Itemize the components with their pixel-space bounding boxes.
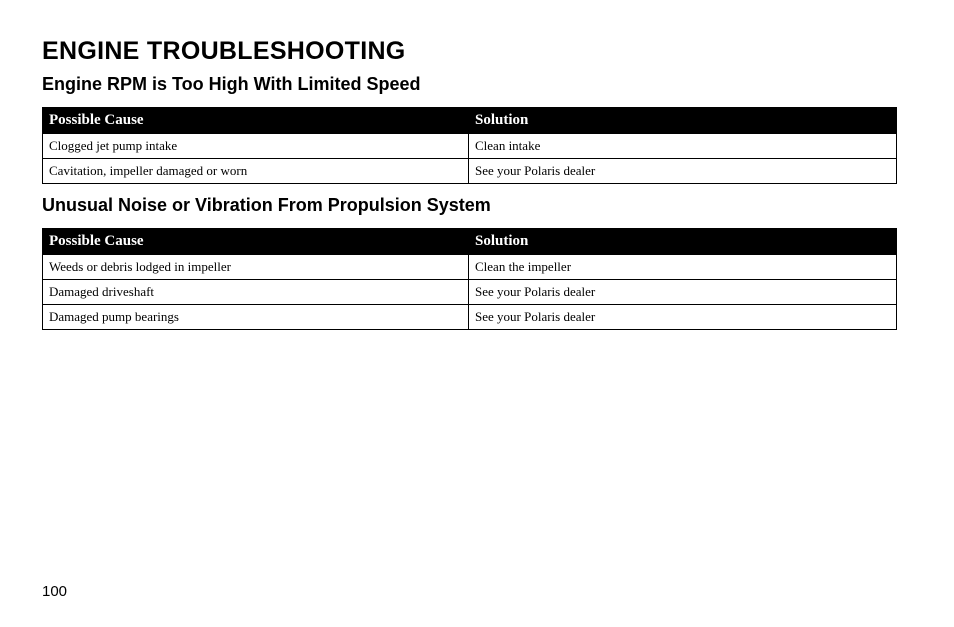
table-header-row [43, 108, 897, 134]
solution-cell: See your Polaris dealer [469, 305, 897, 330]
table-header-row [43, 229, 897, 255]
cause-cell: Clogged jet pump intake [43, 134, 469, 159]
page-number: 100 [42, 583, 68, 600]
section-heading-noise-vibration: Unusual Noise or Vibration From Propulsion System [42, 195, 491, 215]
solution-cell: See your Polaris dealer [469, 159, 897, 184]
table-row [43, 159, 897, 184]
table-row [43, 280, 897, 305]
cause-cell: Weeds or debris lodged in impeller [43, 255, 469, 280]
section-heading-rpm-too-high: Engine RPM is Too High With Limited Speed [42, 74, 421, 94]
solution-cell: Clean intake [469, 134, 897, 159]
cause-cell: Damaged driveshaft [43, 280, 469, 305]
cause-cell: Cavitation, impeller damaged or worn [43, 159, 469, 184]
troubleshooting-table-rpm [42, 107, 897, 184]
troubleshooting-table-noise [42, 228, 897, 330]
table-row [43, 305, 897, 330]
solution-cell: Clean the impeller [469, 255, 897, 280]
column-header-possible-cause: Possible Cause [43, 229, 469, 255]
table-row [43, 255, 897, 280]
cause-cell: Damaged pump bearings [43, 305, 469, 330]
page-title: ENGINE TROUBLESHOOTING [42, 37, 406, 65]
column-header-solution: Solution [469, 108, 897, 134]
column-header-solution: Solution [469, 229, 897, 255]
table-row [43, 134, 897, 159]
solution-cell: See your Polaris dealer [469, 280, 897, 305]
column-header-possible-cause: Possible Cause [43, 108, 469, 134]
